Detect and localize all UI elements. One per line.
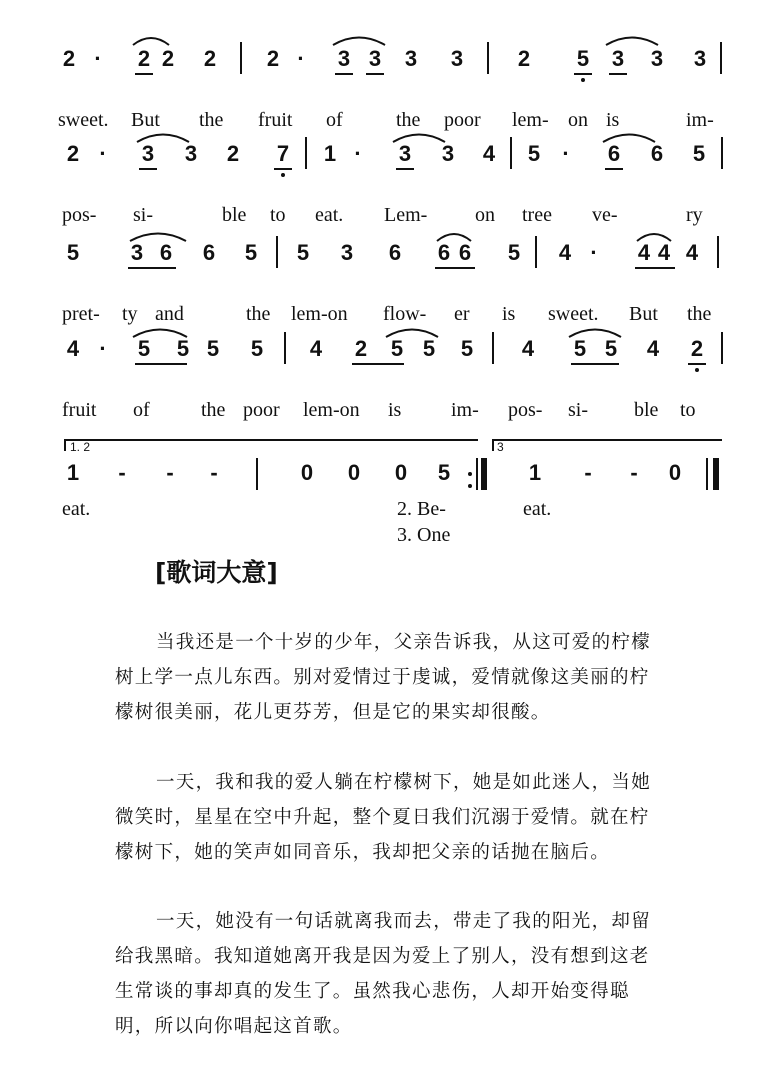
dot: · xyxy=(99,336,107,361)
lower-octave-dot xyxy=(695,368,699,372)
barline xyxy=(510,137,512,169)
barline xyxy=(717,236,719,268)
repeat-dot xyxy=(468,484,472,488)
lyric: si- xyxy=(568,399,588,421)
note: 5 xyxy=(66,240,80,265)
dash: - xyxy=(118,460,126,485)
note: 6 xyxy=(650,141,664,166)
lyric: tree xyxy=(522,204,552,226)
lyric: poor xyxy=(243,399,280,421)
lyric: im- xyxy=(451,399,479,421)
lyric: of xyxy=(133,399,150,421)
note: 3 xyxy=(368,46,382,71)
lyric: But xyxy=(629,303,658,325)
lyric: the xyxy=(396,109,421,131)
note: 5 xyxy=(692,141,706,166)
underline xyxy=(274,168,292,170)
lyric: fruit xyxy=(62,399,97,421)
underline xyxy=(335,73,353,75)
note: 6 xyxy=(202,240,216,265)
barline xyxy=(487,42,489,74)
underline xyxy=(352,363,404,365)
note: 3 xyxy=(141,141,155,166)
note: 2 xyxy=(203,46,217,71)
lyric: fruit xyxy=(258,109,293,131)
barline xyxy=(721,332,723,364)
paragraph-2: 一天，我和我的爱人躺在柠檬树下，她是如此迷人，当她微笑时，星星在空中升起，整个夏日我们沉溺于爱情。就在柠檬树下，她的笑声如同音乐，我却把父亲的话抛在脑后。 xyxy=(115,772,652,863)
note: 4 xyxy=(637,240,651,265)
note: 5 xyxy=(437,460,451,485)
lyric: But xyxy=(131,109,160,131)
underline xyxy=(688,363,706,365)
lyric: is xyxy=(606,109,620,131)
note: 2 xyxy=(137,46,151,71)
score-row-3 xyxy=(0,232,772,327)
rest: 0 xyxy=(394,460,408,485)
score-row-2 xyxy=(0,133,772,228)
dot: · xyxy=(99,141,107,166)
lyric: ble xyxy=(634,399,659,421)
note: 1 xyxy=(66,460,80,485)
barline xyxy=(721,137,723,169)
note: 3 xyxy=(441,141,455,166)
volta-tick xyxy=(64,439,66,451)
lyric: pos- xyxy=(62,204,97,226)
note: 4 xyxy=(521,336,535,361)
lyric: ry xyxy=(686,204,703,226)
note: 4 xyxy=(558,240,572,265)
slur xyxy=(331,34,387,46)
volta-bracket-1 xyxy=(64,439,478,441)
dot: · xyxy=(354,141,362,166)
repeat-barline-thick xyxy=(481,458,487,490)
note: 4 xyxy=(646,336,660,361)
lyric: lem-on xyxy=(303,399,360,421)
note: 2 xyxy=(66,141,80,166)
lyric: im- xyxy=(686,109,714,131)
note: 3 xyxy=(184,141,198,166)
dot: · xyxy=(590,240,598,265)
dot: · xyxy=(94,46,102,71)
underline xyxy=(609,73,627,75)
note: 2 xyxy=(161,46,175,71)
barline xyxy=(305,137,307,169)
note: 4 xyxy=(66,336,80,361)
lyric: on xyxy=(568,109,588,131)
lyric: is xyxy=(502,303,516,325)
underline xyxy=(635,267,675,269)
underline xyxy=(366,73,384,75)
note: 5 xyxy=(296,240,310,265)
lyric: the xyxy=(687,303,712,325)
lyric: eat. xyxy=(523,498,552,520)
note: 5 xyxy=(206,336,220,361)
dash: - xyxy=(166,460,174,485)
note: 5 xyxy=(244,240,258,265)
underline xyxy=(135,73,153,75)
lyric: 2. Be- xyxy=(397,498,446,520)
note: 2 xyxy=(354,336,368,361)
volta-label-1: 1. 2 xyxy=(70,440,91,454)
note: 4 xyxy=(657,240,671,265)
note: 7 xyxy=(276,141,290,166)
repeat-barline xyxy=(476,458,478,490)
note: 4 xyxy=(309,336,323,361)
note: 6 xyxy=(437,240,451,265)
lyric: of xyxy=(326,109,343,131)
lyric: poor xyxy=(444,109,481,131)
paragraph-3: 一天，她没有一句话就离我而去，带走了我的阳光，却留给我黑暗。我知道她离开我是因为爱上了别人，没有想到这老生常谈的事却真的发生了。虽然我心悲伤，人却开始变得聪明，所以向你唱起这首歌。 xyxy=(115,911,652,1037)
lyric: ve- xyxy=(592,204,618,226)
underline xyxy=(135,363,187,365)
paragraph-1: 当我还是一个十岁的少年，父亲告诉我，从这可爱的柠檬树上学一点儿东西。别对爱情过于虔诚，爱情就像这美丽的柠檬树很美丽，花儿更芬芳，但是它的果实却很酸。 xyxy=(115,632,652,723)
dot: · xyxy=(562,141,570,166)
lyric: sweet. xyxy=(58,109,109,131)
note: 5 xyxy=(422,336,436,361)
note: 5 xyxy=(390,336,404,361)
note: 5 xyxy=(460,336,474,361)
note: 3 xyxy=(340,240,354,265)
note: 3 xyxy=(130,240,144,265)
note: 3 xyxy=(611,46,625,71)
barline xyxy=(240,42,242,74)
score-row-5 xyxy=(0,432,772,552)
rest: 0 xyxy=(300,460,314,485)
lyric: pos- xyxy=(508,399,543,421)
underline xyxy=(571,363,619,365)
note: 3 xyxy=(398,141,412,166)
note: 2 xyxy=(517,46,531,71)
barline xyxy=(720,42,722,74)
final-barline xyxy=(706,458,708,490)
lyric: flow- xyxy=(383,303,427,325)
note: 2 xyxy=(62,46,76,71)
note: 5 xyxy=(527,141,541,166)
volta-bracket-2 xyxy=(492,439,722,441)
dash: - xyxy=(584,460,592,485)
lyric: ty xyxy=(122,303,138,325)
underline xyxy=(139,168,157,170)
note: 6 xyxy=(159,240,173,265)
note: 5 xyxy=(137,336,151,361)
note: 5 xyxy=(573,336,587,361)
barline xyxy=(284,332,286,364)
note: 1 xyxy=(528,460,542,485)
lower-octave-dot xyxy=(581,78,585,82)
volta-label-2: 3 xyxy=(497,440,504,454)
slur xyxy=(131,34,171,46)
slur xyxy=(604,34,660,46)
lower-octave-dot xyxy=(281,173,285,177)
score-row-1 xyxy=(0,38,772,133)
lyric: sweet. xyxy=(548,303,599,325)
underline xyxy=(396,168,414,170)
note: 3 xyxy=(450,46,464,71)
underline xyxy=(574,73,592,75)
lyric: on xyxy=(475,204,495,226)
underline xyxy=(435,267,475,269)
underline xyxy=(128,267,176,269)
lyric: eat. xyxy=(62,498,91,520)
note: 3 xyxy=(404,46,418,71)
note: 6 xyxy=(388,240,402,265)
note: 5 xyxy=(176,336,190,361)
note: 6 xyxy=(458,240,472,265)
barline xyxy=(492,332,494,364)
barline xyxy=(276,236,278,268)
repeat-dot xyxy=(468,472,472,476)
barline xyxy=(256,458,258,490)
lyric: lem-on xyxy=(291,303,348,325)
note: 1 xyxy=(323,141,337,166)
note: 2 xyxy=(226,141,240,166)
note: 6 xyxy=(607,141,621,166)
underline xyxy=(605,168,623,170)
note: 5 xyxy=(604,336,618,361)
dash: - xyxy=(630,460,638,485)
lyric: eat. xyxy=(315,204,344,226)
rest: 0 xyxy=(668,460,682,485)
lyric: Lem- xyxy=(384,204,428,226)
note: 4 xyxy=(482,141,496,166)
note: 3 xyxy=(337,46,351,71)
note: 5 xyxy=(250,336,264,361)
rest: 0 xyxy=(347,460,361,485)
note: 5 xyxy=(507,240,521,265)
lyric: pret- xyxy=(62,303,100,325)
note: 4 xyxy=(685,240,699,265)
dash: - xyxy=(210,460,218,485)
note: 2 xyxy=(690,336,704,361)
lyric: to xyxy=(270,204,286,226)
lyric: ble xyxy=(222,204,247,226)
lyric: er xyxy=(454,303,470,325)
lyric: the xyxy=(246,303,271,325)
lyric: the xyxy=(199,109,224,131)
lyric: lem- xyxy=(512,109,549,131)
lyric: si- xyxy=(133,204,153,226)
dot: · xyxy=(297,46,305,71)
lyric: the xyxy=(201,399,226,421)
score-row-4 xyxy=(0,328,772,423)
lyric: 3. One xyxy=(397,524,451,546)
lyrics-meaning-heading: [歌词大意] xyxy=(155,558,278,587)
final-barline-thick xyxy=(713,458,719,490)
note: 3 xyxy=(693,46,707,71)
lyric: is xyxy=(388,399,402,421)
lyric: and xyxy=(155,303,184,325)
volta-tick xyxy=(492,439,494,451)
lyric: to xyxy=(680,399,696,421)
note: 2 xyxy=(266,46,280,71)
barline xyxy=(535,236,537,268)
note: 3 xyxy=(650,46,664,71)
note: 5 xyxy=(576,46,590,71)
